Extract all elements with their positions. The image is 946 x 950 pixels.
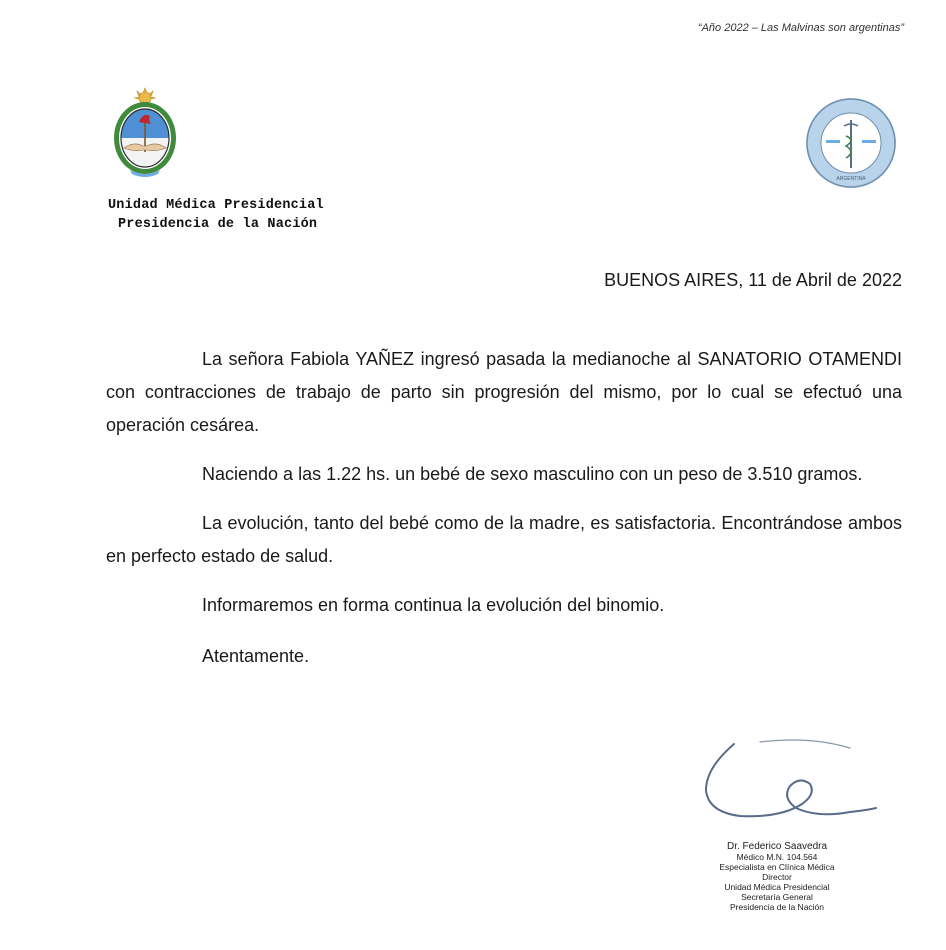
institution-presidency: Presidencia de la Nación	[118, 217, 318, 232]
closing: Atentamente.	[202, 646, 310, 666]
signer-secretariat: Secretaría General	[741, 892, 813, 902]
dateline: BUENOS AIRES, 11 de Abril de 2022	[604, 270, 902, 290]
institution-name: Unidad Médica Presidencial	[108, 198, 324, 213]
paragraph-birth: Naciendo a las 1.22 hs. un bebé de sexo masculino con un peso de 3.510 gramos.	[202, 464, 863, 484]
svg-text:ARGENTINA: ARGENTINA	[836, 176, 866, 182]
paragraph-admission: La señora Fabiola YAÑEZ ingresó pasada la medianoche al SANATORIO OTAMENDI con contracciones de trabajo de parto sin progresión del mismo, por lo cual se efectuó una operación cesárea.	[106, 349, 902, 435]
signature-block	[692, 841, 862, 912]
institution-header	[108, 196, 324, 234]
paragraph-updates: Informaremos en forma continua la evolución del binomio.	[202, 595, 665, 615]
year-motto: “Año 2022 – Las Malvinas son argentinas”	[697, 22, 904, 34]
signer-license: Médico M.N. 104.564	[736, 852, 818, 862]
medical-unit-seal-icon	[804, 96, 898, 190]
letter-body	[106, 343, 902, 689]
signer-unit: Unidad Médica Presidencial	[724, 882, 830, 892]
signer-presidency: Presidencia de la Nación	[729, 902, 825, 912]
signer-role: Director	[762, 872, 792, 882]
signer-name: Dr. Federico Saavedra	[726, 841, 828, 852]
argentine-coat-of-arms-icon	[110, 86, 180, 180]
handwritten-signature	[700, 738, 880, 830]
signer-specialty: Especialista en Clínica Médica	[719, 862, 835, 872]
paragraph-evolution: La evolución, tanto del bebé como de la madre, es satisfactoria. Encontrándose ambos en perfecto estado de salud.	[106, 513, 902, 566]
